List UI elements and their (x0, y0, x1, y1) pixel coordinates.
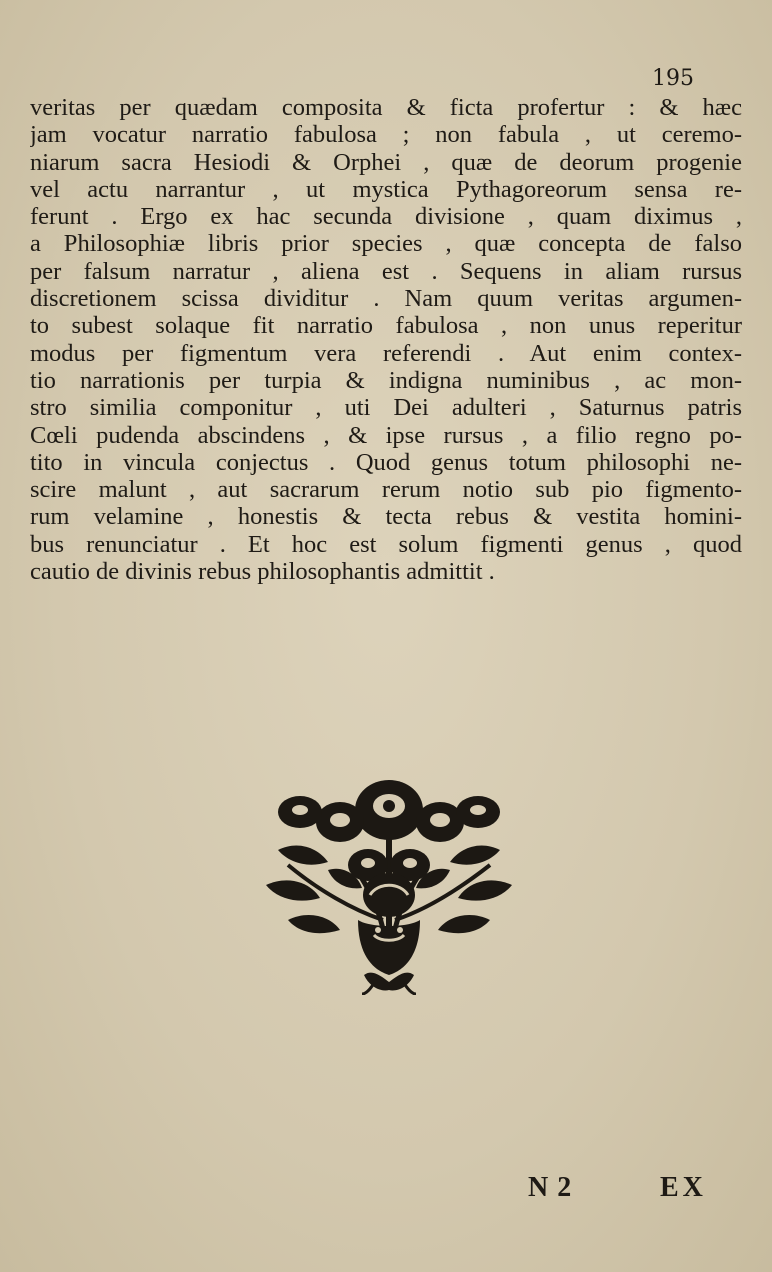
text-line: cautio de divinis rebus philosophantis admittit . (30, 558, 495, 586)
text-line: scire malunt , aut sacrarum rerum notio sub pio figmento- (30, 476, 742, 504)
text-line: stro similia componitur , uti Dei adulteri , Saturnus patris (30, 394, 742, 422)
text-line: niarum sacra Hesiodi & Orphei , quæ de deorum progenie (30, 148, 742, 176)
body-text (30, 94, 742, 585)
text-line: jam vocatur narratio fabulosa ; non fabula , ut ceremo- (30, 121, 742, 149)
text-line: modus per figmentum vera referendi . Aut enim contex- (30, 339, 742, 367)
text-line: vel actu narrantur , ut mystica Pythagoreorum sensa re- (30, 175, 742, 203)
text-line: a Philosophiæ libris prior species , quæ concepta de falso (30, 230, 742, 258)
floral-vase-ornament-icon (258, 770, 520, 995)
text-line: discretionem scissa dividitur . Nam quum veritas argumen- (30, 285, 742, 313)
text-line: tio narrationis per turpia & indigna numinibus , ac mon- (30, 366, 742, 394)
text-line: Cœli pudenda abscindens , & ipse rursus , a filio regno po- (30, 421, 742, 449)
catchword: EX (660, 1172, 707, 1203)
page-number: 195 (652, 66, 694, 91)
text-line: bus renunciatur . Et hoc est solum figmenti genus , quod (30, 530, 742, 558)
signature-mark: N 2 (528, 1172, 573, 1203)
text-line: veritas per quædam composita & ficta profertur : & hæc (30, 94, 742, 121)
text-line: ferunt . Ergo ex hac secunda divisione , quam diximus , (30, 203, 742, 231)
text-line: per falsum narratur , aliena est . Sequens in aliam rursus (30, 257, 742, 285)
text-line: to subest solaque fit narratio fabulosa , non unus reperitur (30, 312, 742, 340)
text-line: tito in vincula conjectus . Quod genus totum philosophi ne- (30, 448, 742, 476)
text-line: rum velamine , honestis & tecta rebus & vestita homini- (30, 503, 742, 531)
